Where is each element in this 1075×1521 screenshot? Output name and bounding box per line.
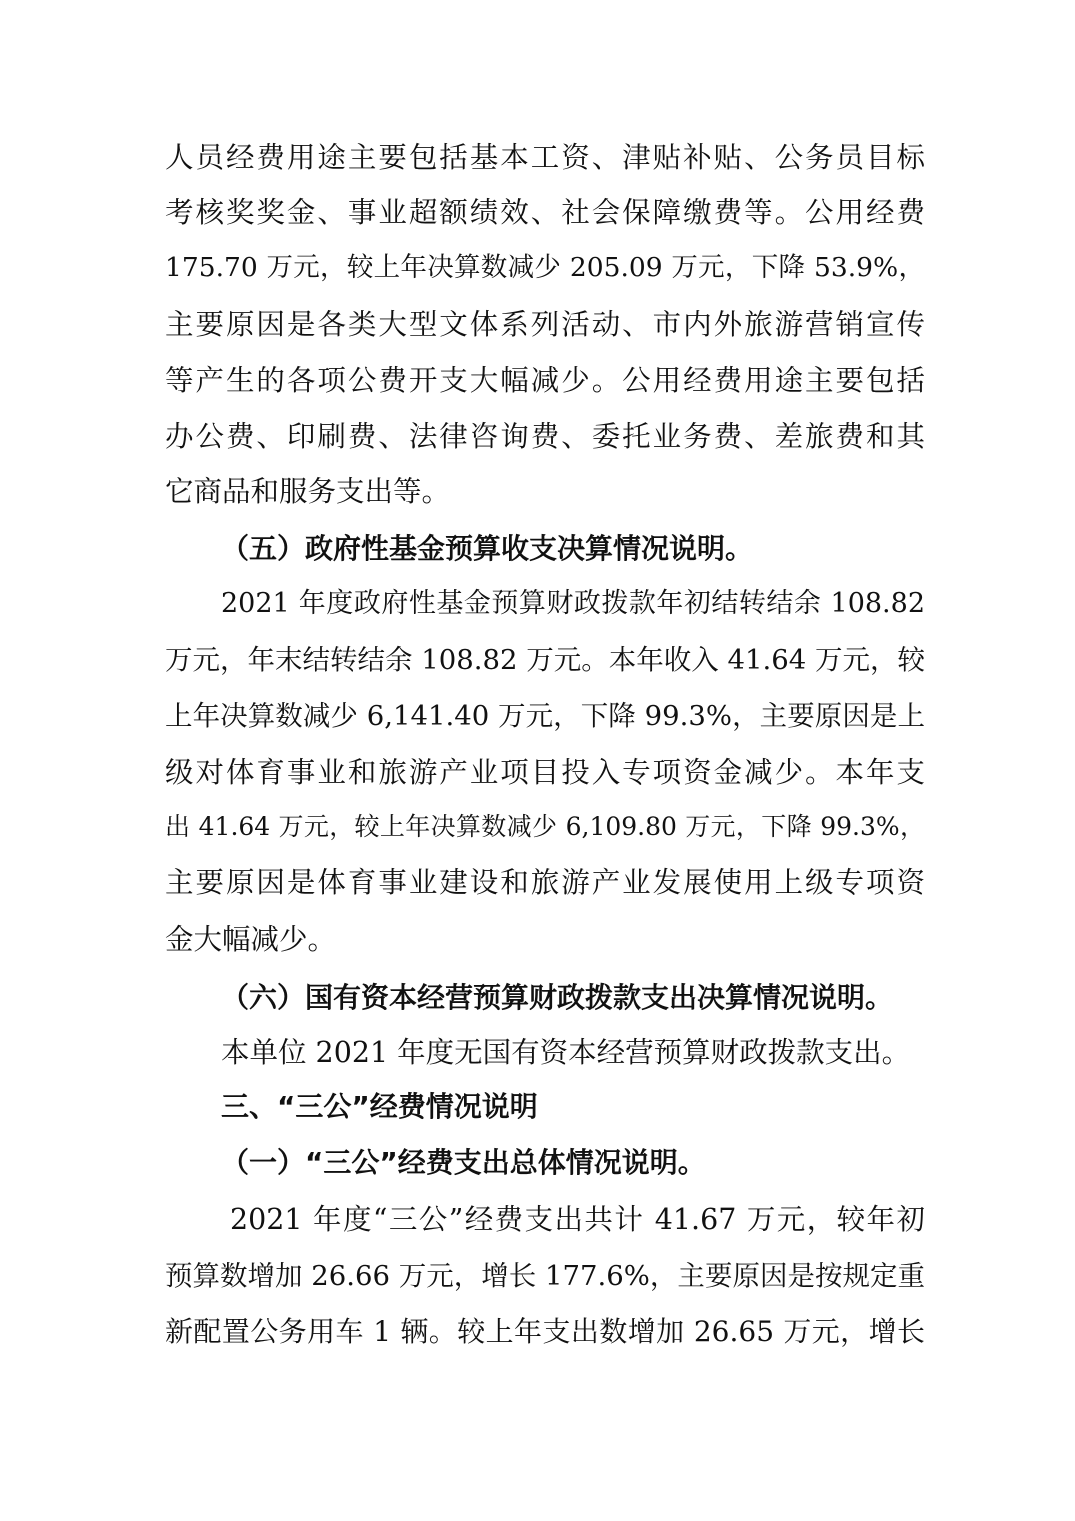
section-heading-three: 三、“三公”经费情况说明 [221, 1090, 538, 1123]
body-text-line: 2021 年度政府性基金预算财政拨款年初结转结余 108.82 [221, 588, 925, 619]
body-text-line: 新配置公务用车 1 辆。较上年支出数增加 26.65 万元，增长 [165, 1315, 925, 1348]
body-text-line: 级对体育事业和旅游产业项目投入专项资金减少。本年支 [165, 756, 925, 789]
section-heading-5: （五）政府性基金预算收支决算情况说明。 [221, 532, 754, 565]
body-text-line: 主要原因是各类大型文体系列活动、市内外旅游营销宣传 [165, 308, 925, 341]
body-text-line: 预算数增加 26.66 万元，增长 177.6%，主要原因是按规定重 [165, 1260, 925, 1292]
body-text-line: 本单位 2021 年度无国有资本经营预算财政拨款支出。 [221, 1036, 911, 1069]
body-text-line: 上年决算数减少 6,141.40 万元，下降 99.3%，主要原因是上 [165, 700, 925, 732]
body-text-line: 175.70 万元，较上年决算数减少 205.09 万元，下降 53.9%， [165, 252, 925, 283]
body-text-line: 万元，年末结转结余 108.82 万元。本年收入 41.64 万元，较 [165, 644, 925, 676]
body-text-line: 考核奖奖金、事业超额绩效、社会保障缴费等。公用经费 [165, 196, 925, 229]
section-heading-1: （一）“三公”经费支出总体情况说明。 [221, 1146, 706, 1179]
section-heading-6: （六）国有资本经营预算财政拨款支出决算情况说明。 [221, 981, 894, 1014]
body-text-line: 金大幅减少。 [165, 923, 337, 956]
body-text-line: 人员经费用途主要包括基本工资、津贴补贴、公务员目标 [165, 141, 925, 174]
body-text-line: 主要原因是体育事业建设和旅游产业发展使用上级专项资 [165, 866, 925, 899]
body-text-line: 出 41.64 万元，较上年决算数减少 6,109.80 万元，下降 99.3%， [165, 812, 925, 841]
body-text-line: 2021 年度“三公”经费支出共计 41.67 万元，较年初 [230, 1203, 925, 1236]
body-text-line: 它商品和服务支出等。 [165, 475, 451, 508]
body-text-line: 办公费、印刷费、法律咨询费、委托业务费、差旅费和其 [165, 420, 925, 453]
body-text-line: 等产生的各项公费开支大幅减少。公用经费用途主要包括 [165, 364, 925, 397]
